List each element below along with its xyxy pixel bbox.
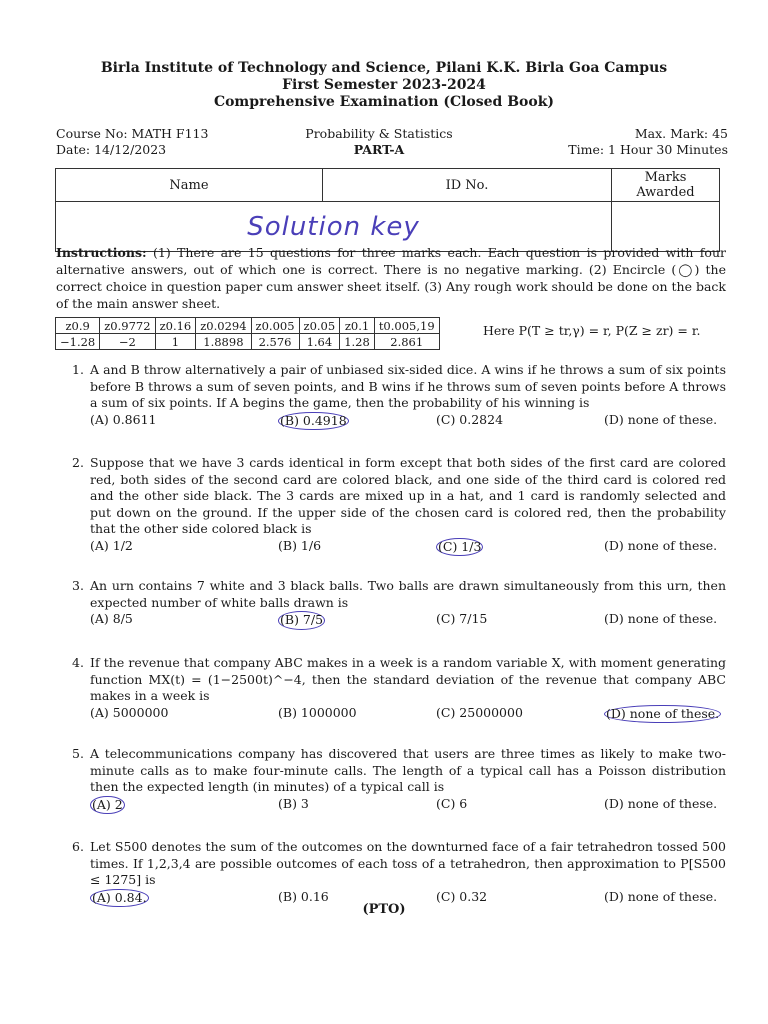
question-number: 2. [72, 455, 84, 470]
question [56, 362, 726, 429]
answer-option[interactable]: (A) 8/5 [90, 611, 133, 626]
z-header-cell: z0.9 [56, 318, 100, 334]
question [56, 655, 726, 722]
answer-options [90, 611, 726, 628]
circled-answer-option[interactable]: (B) 0.4918 [278, 412, 349, 431]
answer-option[interactable]: (B) 0.16 [278, 888, 329, 904]
answer-option[interactable]: (D) none of these. [604, 795, 718, 811]
z-header-cell: z0.16 [155, 318, 196, 334]
z-header-cell: z0.005 [251, 318, 299, 334]
question-number: 6. [72, 839, 84, 854]
question-text: An urn contains 7 white and 3 black balls. Two balls are drawn simultaneously from this urn, then expected number of white balls drawn is [90, 578, 726, 610]
exam-date: Date: 14/12/2023 [56, 142, 167, 157]
z-value-cell: 2.576 [251, 334, 299, 350]
answer-option[interactable]: (D) none of these. [604, 411, 718, 427]
table-note: Here P(T ≥ tr,γ) = r, P(Z ≥ zr) = r. [483, 323, 701, 338]
id-label: ID No. [323, 169, 612, 202]
answer-option[interactable]: (C) 25000000 [436, 704, 523, 720]
answer-option[interactable]: (C) 6 [436, 795, 468, 811]
z-value-cell: 2.861 [374, 334, 439, 350]
answer-option[interactable]: (D) none of these. [604, 888, 718, 904]
circled-answer-option[interactable]: (D) none of these. [604, 705, 721, 724]
circled-answer-option[interactable]: (C) 1/3 [436, 538, 483, 557]
z-header-cell: t0.005,19 [374, 318, 439, 334]
answer-option[interactable]: (C) 7/15 [436, 611, 488, 626]
answer-option[interactable]: (B) 1000000 [278, 704, 357, 720]
answer-options [90, 412, 726, 429]
handwritten-solution-key: Solution key [247, 211, 420, 242]
z-value-cell: −1.28 [56, 334, 100, 350]
question-number: 3. [72, 578, 84, 593]
z-value-table [55, 317, 701, 350]
z-value-cell: 1.8898 [196, 334, 251, 350]
name-label: Name [56, 169, 323, 202]
question-text: Let S500 denotes the sum of the outcomes on the downturned face of a fair tetrahedron tossed 500 times. If 1,2,3,4 are possible outcomes of each toss of a tetrahedron, then approximation to P[S500 ≤ 1275] is [90, 839, 726, 887]
exam-header [0, 60, 768, 111]
question-number: 5. [72, 746, 84, 761]
question-text: A and B throw alternatively a pair of unbiased six-sided dice. A wins if he throws a sum of six points before B throws a sum of seven points, and B wins if he throws sum of seven points before A throws a sum of six points. If A begins the game, then the probability of his winning is [90, 362, 726, 410]
answer-option[interactable]: (C) 0.32 [436, 888, 488, 904]
answer-option[interactable]: (A) 5000000 [90, 704, 169, 720]
question [56, 455, 726, 555]
question [56, 578, 726, 628]
answer-option[interactable]: (D) none of these. [604, 537, 718, 553]
z-header-cell: z0.1 [340, 318, 375, 334]
circled-answer-option[interactable]: (A) 2 [90, 796, 125, 815]
question [56, 839, 726, 906]
question-text: Suppose that we have 3 cards identical in form except that both sides of the first card are colored red, both sides of the second card are colored black, and one side of the third card is colored red and the other side black. The 3 cards are mixed up in a hat, and 1 card is randomly selected and put down on the ground. If the upper side of the chosen card is colored red, then the probability that the other side colored black is [90, 455, 726, 536]
question-number: 1. [72, 362, 84, 377]
circled-answer-option[interactable]: (A) 0.84. [90, 889, 149, 908]
max-mark: Max. Mark: 45 [634, 126, 728, 141]
answer-option[interactable]: (D) none of these. [604, 611, 718, 626]
circled-answer-option[interactable]: (B) 7/5 [278, 611, 325, 630]
pto-footer: (PTO) [362, 902, 406, 917]
marks-label: Marks Awarded [612, 169, 720, 202]
z-value-cell: −2 [100, 334, 155, 350]
z-value-cell: 1.64 [299, 334, 340, 350]
student-id-box [55, 168, 720, 252]
z-header-cell: z0.05 [299, 318, 340, 334]
z-header-cell: z0.0294 [196, 318, 251, 334]
question-text: If the revenue that company ABC makes in a week is a random variable X, with moment generating function MX(t) = (1−2500t)^−4, then the standard deviation of the revenue that company ABC makes in a week is [90, 655, 726, 703]
answer-options [90, 796, 726, 813]
institute-name: Birla Institute of Technology and Science, Pilani K.K. Birla Goa Campus [100, 60, 668, 76]
question [56, 746, 726, 813]
answer-options [90, 705, 726, 722]
z-header-cell: z0.9772 [100, 318, 155, 334]
answer-option[interactable]: (A) 0.8611 [90, 411, 157, 427]
z-value-cell: 1 [155, 334, 196, 350]
subject: Probability & Statistics [305, 126, 453, 141]
answer-option[interactable]: (B) 3 [278, 795, 309, 811]
answer-options [90, 538, 726, 555]
answer-option[interactable]: (A) 1/2 [90, 537, 133, 553]
answer-option[interactable]: (B) 1/6 [278, 537, 322, 553]
answer-option[interactable]: (C) 0.2824 [436, 411, 504, 427]
exam-time: Time: 1 Hour 30 Minutes [568, 142, 728, 157]
z-value-cell: 1.28 [340, 334, 375, 350]
instructions-text: (1) There are 15 questions for three marks each. Each question is provided with four alternative answers, out of which one is correct. There is no negative marking. (2) Encircle (◯) the correct choice in question paper cum answer sheet itself. (3) Any rough work should be done on the back of the main answer sheet. [56, 245, 726, 311]
instructions [56, 244, 726, 312]
course-no: Course No: MATH F113 [56, 126, 209, 141]
part-label: PART-A [353, 142, 405, 157]
question-number: 4. [72, 655, 84, 670]
instructions-label: Instructions: [56, 245, 147, 260]
semester: First Semester 2023-2024 [282, 77, 486, 93]
question-text: A telecommunications company has discovered that users are three times as likely to make two-minute calls as to make four-minute calls. The length of a typical call has a Poisson distribution then the expected length (in minutes) of a typical call is [90, 746, 726, 794]
exam-title: Comprehensive Examination (Closed Book) [213, 94, 555, 110]
